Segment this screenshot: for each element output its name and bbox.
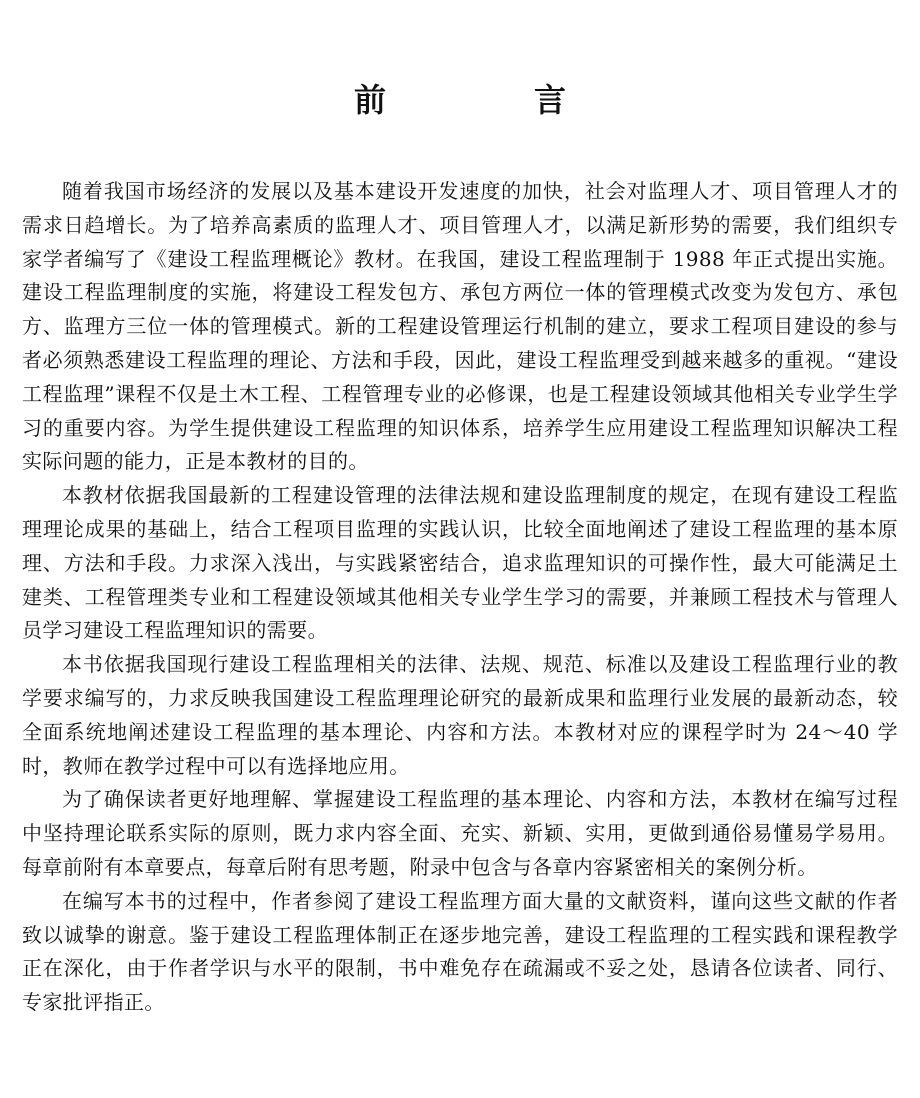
paragraph-2: 本教材依据我国最新的工程建设管理的法律法规和建设监理制度的规定，在现有建设工程监理理论成果的基础上，结合工程项目监理的实践认识，比较全面地阐述了建设工程监理的基本原理、方法和手段。力求深入浅出，与实践紧密结合，追求监理知识的可操作性，最大可能满足土建类、工程管理类专业和工程建设领域其他相关专业学生学习的需要，并兼顾工程技术与管理人员学习建设工程监理知识的需要。 bbox=[22, 483, 898, 643]
page-title: 前 言 bbox=[353, 81, 624, 119]
preface-body bbox=[22, 175, 898, 1020]
paragraph-5: 在编写本书的过程中，作者参阅了建设工程监理方面大量的文献资料，谨向这些文献的作者致以诚挚的谢意。鉴于建设工程监理体制正在逐步地完善，建设工程监理的工程实践和课程教学正在深化，由于作者学识与水平的限制，书中难免存在疏漏或不妥之处，恳请各位读者、同行、专家批评指正。 bbox=[22, 888, 898, 1015]
paragraph-3: 本书依据我国现行建设工程监理相关的法律、法规、规范、标准以及建设工程监理行业的教学要求编写的，力求反映我国建设工程监理理论研究的最新成果和监理行业发展的最新动态，较全面系统地阐述建设工程监理的基本理论、内容和方法。本教材对应的课程学时为 24～40 学时，教师在教学过程中可以有选择地应用。 bbox=[22, 652, 898, 778]
paragraph-1: 随着我国市场经济的发展以及基本建设开发速度的加快，社会对监理人才、项目管理人才的需求日趋增长。为了培养高素质的监理人才、项目管理人才，以满足新形势的需要，我们组织专家学者编写了《建设工程监理概论》教材。在我国，建设工程监理制于 1988 年正式提出实施。建设工程监理制度的实施，将建设工程发包方、承包方两位一体的管理模式改变为发包方、承包方、监理方三位一体的管理模式。新的工程建设管理运行机制的建立，要求工程项目建设的参与者必须熟悉建设工程监理的理论、方法和手段，因此，建设工程监理受到越来越多的重视。“建设工程监理”课程不仅是土木工程、工程管理专业的必修课，也是工程建设领域其他相关专业学生学习的重要内容。为学生提供建设工程监理的知识体系，培养学生应用建设工程监理知识解决工程实际问题的能力，正是本教材的目的。 bbox=[22, 179, 898, 474]
paragraph-4: 为了确保读者更好地理解、掌握建设工程监理的基本理论、内容和方法，本教材在编写过程中坚持理论联系实际的原则，既力求内容全面、充实、新颖、实用，更做到通俗易懂易学易用。每章前附有本章要点，每章后附有思考题，附录中包含与各章内容紧密相关的案例分析。 bbox=[22, 787, 898, 879]
